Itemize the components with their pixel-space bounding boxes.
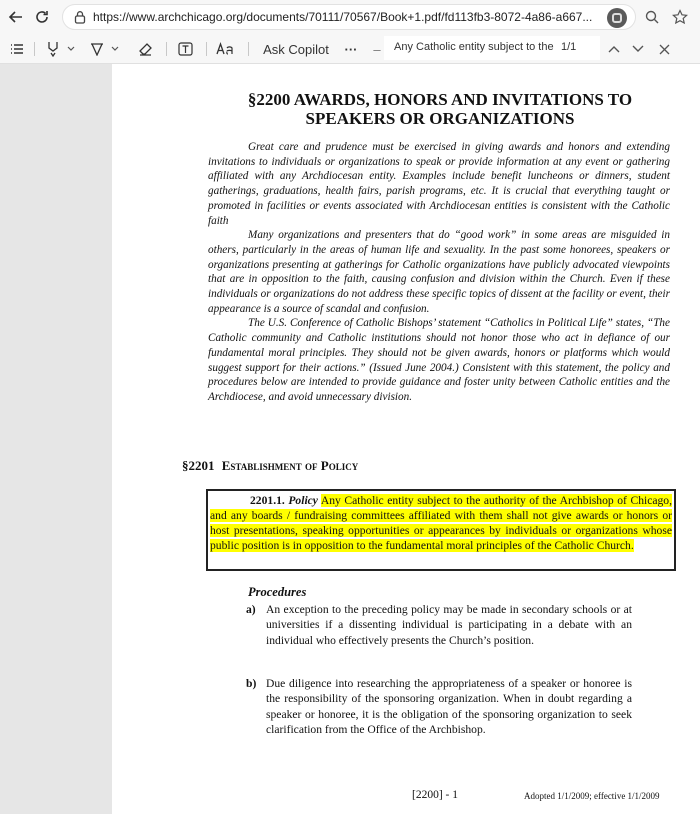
more-options-button[interactable]: ···: [344, 41, 358, 57]
contents-icon[interactable]: [6, 38, 28, 60]
pdf-page: [112, 64, 700, 814]
policy-number: 2201.1.: [250, 494, 285, 507]
policy-label: Policy: [288, 494, 318, 507]
extension-icon[interactable]: [607, 8, 627, 28]
highlight-icon[interactable]: [42, 38, 64, 60]
section-number: §2201: [182, 458, 215, 473]
procedure-item: [246, 602, 632, 648]
policy-box: [206, 489, 676, 571]
policy-text-highlighted: Any Catholic entity subject to the authority of the Archbishop of Chicago, and any boards / fundraising committees affiliated with them shall not give awards or honors or host presentations, speaking opportunities or appearances by individuals or organizations whose public position is in opposition to the fundamental moral principles of the Catholic Church.: [210, 494, 672, 552]
section-title: Establishment of Policy: [221, 458, 359, 473]
minimize-button[interactable]: –: [373, 41, 381, 57]
chevron-down-icon[interactable]: [64, 38, 78, 60]
intro-paragraph: Many organizations and presenters that do “good work” in some areas are misguided in others, particularly in the areas of human life and sexuality. In the past some honorees, speakers or organizations presenting at gatherings for Catholic organizations have publicly advocated viewpoints that are in opposition to the faith, causing confusion and division within the Church. Even if these individuals or organizations do not address these specific topics of dissent at the facility or event, their appearance is a source of scandal and confusion.: [208, 229, 670, 315]
procedure-marker: b): [246, 677, 257, 690]
find-previous-icon[interactable]: [604, 38, 624, 60]
procedure-text: An exception to the preceding policy may be made in secondary schools or at universities if a dissenting individual is participating in a debate with an individual who effectively presents the Church’s position.: [266, 603, 632, 647]
procedure-item: [246, 676, 632, 737]
section-heading: [182, 458, 358, 474]
page-number-footer: [2200] - 1: [412, 789, 458, 801]
ask-copilot-button[interactable]: Ask Copilot: [263, 41, 329, 57]
toolbar-divider: [206, 42, 207, 56]
adopted-date-footer: Adopted 1/1/2009; effective 1/1/2009: [524, 791, 660, 801]
close-find-icon[interactable]: [654, 38, 674, 60]
find-bar: [384, 36, 600, 60]
intro-paragraph: Great care and prudence must be exercised in giving awards and honors and extending invitations to individuals or organizations to speak or provide information at any event or gathering affiliated with any Archdiocesan entity. Examples include benefit luncheons or dinners, student gatherings, graduations, health fairs, parish programs, etc. It is crucial that everything taught or promoted in facilities or events associated with Archdiocesan entities is consistent with the Catholic faith: [208, 141, 670, 227]
find-match-count: 1/1: [561, 41, 577, 53]
address-bar-row: [0, 0, 700, 34]
find-next-icon[interactable]: [628, 38, 648, 60]
toolbar-divider: [34, 42, 35, 56]
favorite-star-icon[interactable]: [668, 5, 692, 29]
chevron-down-icon[interactable]: [108, 38, 122, 60]
url-bar[interactable]: [62, 4, 636, 30]
draw-icon[interactable]: [86, 38, 108, 60]
toolbar-divider: [248, 42, 249, 56]
document-title: §2200 AWARDS, HONORS AND INVITATIONS TO SPEAKERS OR ORGANIZATIONS: [247, 90, 633, 128]
lock-icon[interactable]: [73, 10, 87, 24]
read-aloud-icon[interactable]: [214, 38, 238, 60]
pdf-viewer[interactable]: [0, 64, 700, 814]
back-icon[interactable]: [4, 5, 28, 29]
procedure-marker: a): [246, 603, 256, 616]
refresh-icon[interactable]: [30, 5, 54, 29]
toolbar-divider: [166, 42, 167, 56]
pdf-toolbar: [0, 34, 700, 64]
procedure-text: Due diligence into researching the appropriateness of a speaker or honoree is the responsibility of the sponsoring organization. When in doubt regarding a speaker or honoree, it is the obligation of the sponsoring organization to seek clarification from the Office of the Archbishop.: [266, 677, 632, 736]
url-text[interactable]: https://www.archchicago.org/documents/70111/70567/Book+1.pdf/fd113fb3-8072-4a86-a667...: [93, 10, 593, 24]
intro-text: [208, 140, 670, 405]
procedures-heading: Procedures: [248, 585, 307, 599]
text-box-icon[interactable]: [174, 38, 196, 60]
intro-paragraph: The U.S. Conference of Catholic Bishops’ statement “Catholics in Political Life” states, “The Catholic community and Catholic institutions should not honor those who act in defiance of our fundamental moral principles. They should not be given awards, honors or platforms which would suggest support for their actions.” (Issued June 2004.) Consistent with this statement, the policy and procedures below are intended to provide guidance and foster unity between Catholic entities and the Archdiocese, and avoid unnecessary division.: [208, 317, 670, 403]
find-input[interactable]: [394, 41, 554, 53]
eraser-icon[interactable]: [134, 38, 156, 60]
zoom-icon[interactable]: [640, 5, 664, 29]
